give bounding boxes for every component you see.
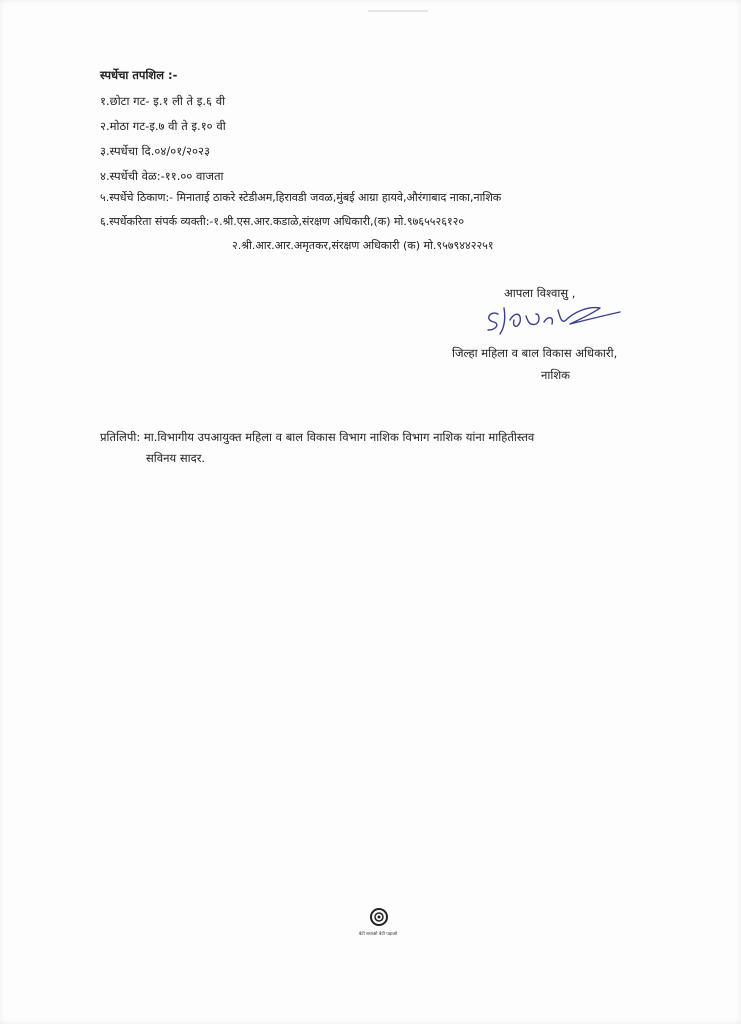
detail-contact-2: २.श्री.आर.आर.अमृतकर,संरक्षण अधिकारी (क) मो.९५७९४४२२५१: [232, 239, 494, 252]
closing-designation: जिल्हा महिला व बाल विकास अधिकारी,: [452, 346, 618, 360]
closing-place: नाशिक: [541, 368, 570, 382]
detail-item-1: १.छोटा गट- इ.१ ली ते इ.६ वी: [100, 94, 226, 108]
signature: [470, 300, 630, 340]
closing-salutation: आपला विश्वासु ,: [504, 286, 576, 300]
detail-item-3: ३.स्पर्धेचा दि.०४/०१/२०२३: [100, 144, 210, 158]
detail-item-4: ४.स्पर्धेची वेळ:-११.०० वाजता: [100, 169, 224, 183]
beti-bachao-logo-icon: [369, 908, 389, 930]
copy-line-1: प्रतिलिपी: मा.विभागीय उपआयुक्त महिला व बाल विकास विभाग नाशिक विभाग नाशिक यांना माहितीस्तव: [100, 430, 535, 444]
details-heading: स्पर्धेचा तपशिल :-: [100, 68, 178, 82]
footer-logo: [338, 908, 418, 942]
faint-header-mark: [368, 8, 428, 14]
detail-item-6: ६.स्पर्धेकरिता संपर्क व्यक्ती:-१.श्री.एस.आर.कडाळे,संरक्षण अधिकारी,(क) मो.९७६५५२६१२०: [100, 215, 465, 228]
detail-item-2: २.मोठा गट-इ.७ वी ते इ.१० वी: [100, 119, 226, 133]
copy-line-2: सविनय सादर.: [146, 451, 206, 465]
logo-caption: बेटी बचाओ बेटी पढ़ाओ: [358, 932, 398, 937]
detail-item-5: ५.स्पर्धेचे ठिकाण:- मिनाताई ठाकरे स्टेडीअम,हिरावडी जवळ,मुंबई आग्रा हायवे,औरंगाबाद नाका,नाशिक: [100, 191, 502, 204]
